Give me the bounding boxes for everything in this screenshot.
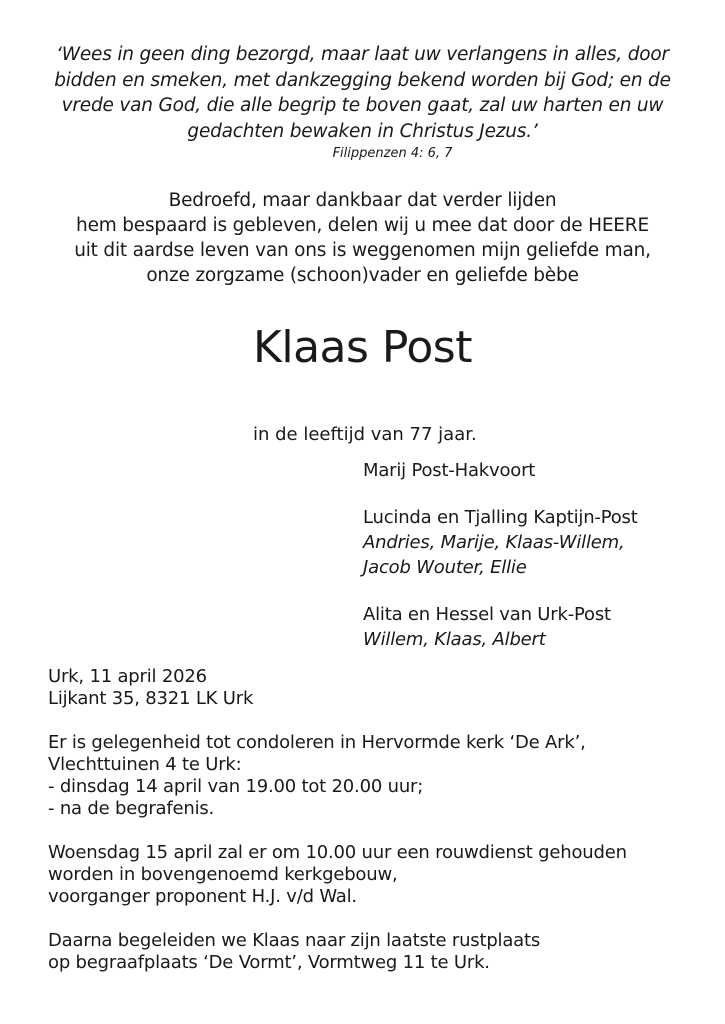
parents-names: Alita en Hessel van Urk-Post [363, 604, 611, 625]
verse-line: vrede van God, die alle begrip te boven gaat, zal uw harten en uw [61, 95, 664, 116]
family-list [363, 458, 638, 674]
announcement-line: onze zorgzame (schoon)vader en geliefde bèbe [146, 265, 579, 286]
place-date-line: Urk, 11 april 2026 [48, 666, 207, 687]
family-group [363, 602, 638, 652]
burial-line: op begraafplaats ‘De Vormt’, Vormtweg 11 te Urk. [48, 952, 490, 973]
deceased-name: Klaas Post [253, 322, 472, 373]
verse-line: bidden en smeken, met dankzegging bekend worden bij God; en de [54, 69, 671, 91]
announcement-line: uit dit aardse leven van ons is weggenomen mijn geliefde man, [74, 240, 651, 261]
service-line: Woensdag 15 april zal er om 10.00 uur een rouwdienst gehouden [48, 842, 627, 863]
service-info [48, 842, 688, 908]
condolence-line: Vlechttuinen 4 te Urk: [48, 754, 242, 775]
condolence-line: - na de begrafenis. [48, 798, 215, 819]
service-line: worden in bovengenoemd kerkgebouw, [48, 864, 398, 885]
burial-line: Daarna begeleiden we Klaas naar zijn laatste rustplaats [48, 930, 541, 951]
announcement-text [40, 188, 685, 288]
spouse-group [363, 458, 638, 483]
grandchildren-names: Andries, Marije, Klaas-Willem, [363, 532, 625, 553]
service-line: voorganger proponent H.J. v/d Wal. [48, 886, 357, 907]
address-line: Lijkant 35, 8321 LK Urk [48, 688, 254, 709]
verse-line: ‘Wees in geen ding bezorgd, maar laat uw verlangens in alles, door [56, 44, 669, 65]
place-date [48, 666, 688, 710]
parents-names: Lucinda en Tjalling Kaptijn-Post [363, 507, 638, 528]
condolence-line: Er is gelegenheid tot condoleren in Hervormde kerk ‘De Ark’, [48, 732, 586, 753]
grandchildren-names: Willem, Klaas, Albert [363, 629, 546, 650]
practical-info [48, 666, 688, 996]
family-group [363, 505, 638, 580]
grandchildren-names: Jacob Wouter, Ellie [363, 557, 527, 578]
bible-verse [40, 42, 685, 144]
spouse-name: Marij Post-Hakvoort [363, 460, 536, 481]
announcement-line: hem bespaard is gebleven, delen wij u mee dat door de HEERE [76, 215, 649, 236]
burial-info [48, 930, 688, 974]
condolence-info [48, 732, 688, 820]
announcement-line: Bedroefd, maar dankbaar dat verder lijden [168, 190, 557, 211]
verse-line: gedachten bewaken in Christus Jezus.’ [187, 120, 538, 142]
condolence-line: - dinsdag 14 april van 19.00 tot 20.00 uur; [48, 776, 424, 797]
age-line: in de leeftijd van 77 jaar. [253, 424, 477, 445]
verse-reference: Filippenzen 4: 6, 7 [332, 146, 453, 161]
